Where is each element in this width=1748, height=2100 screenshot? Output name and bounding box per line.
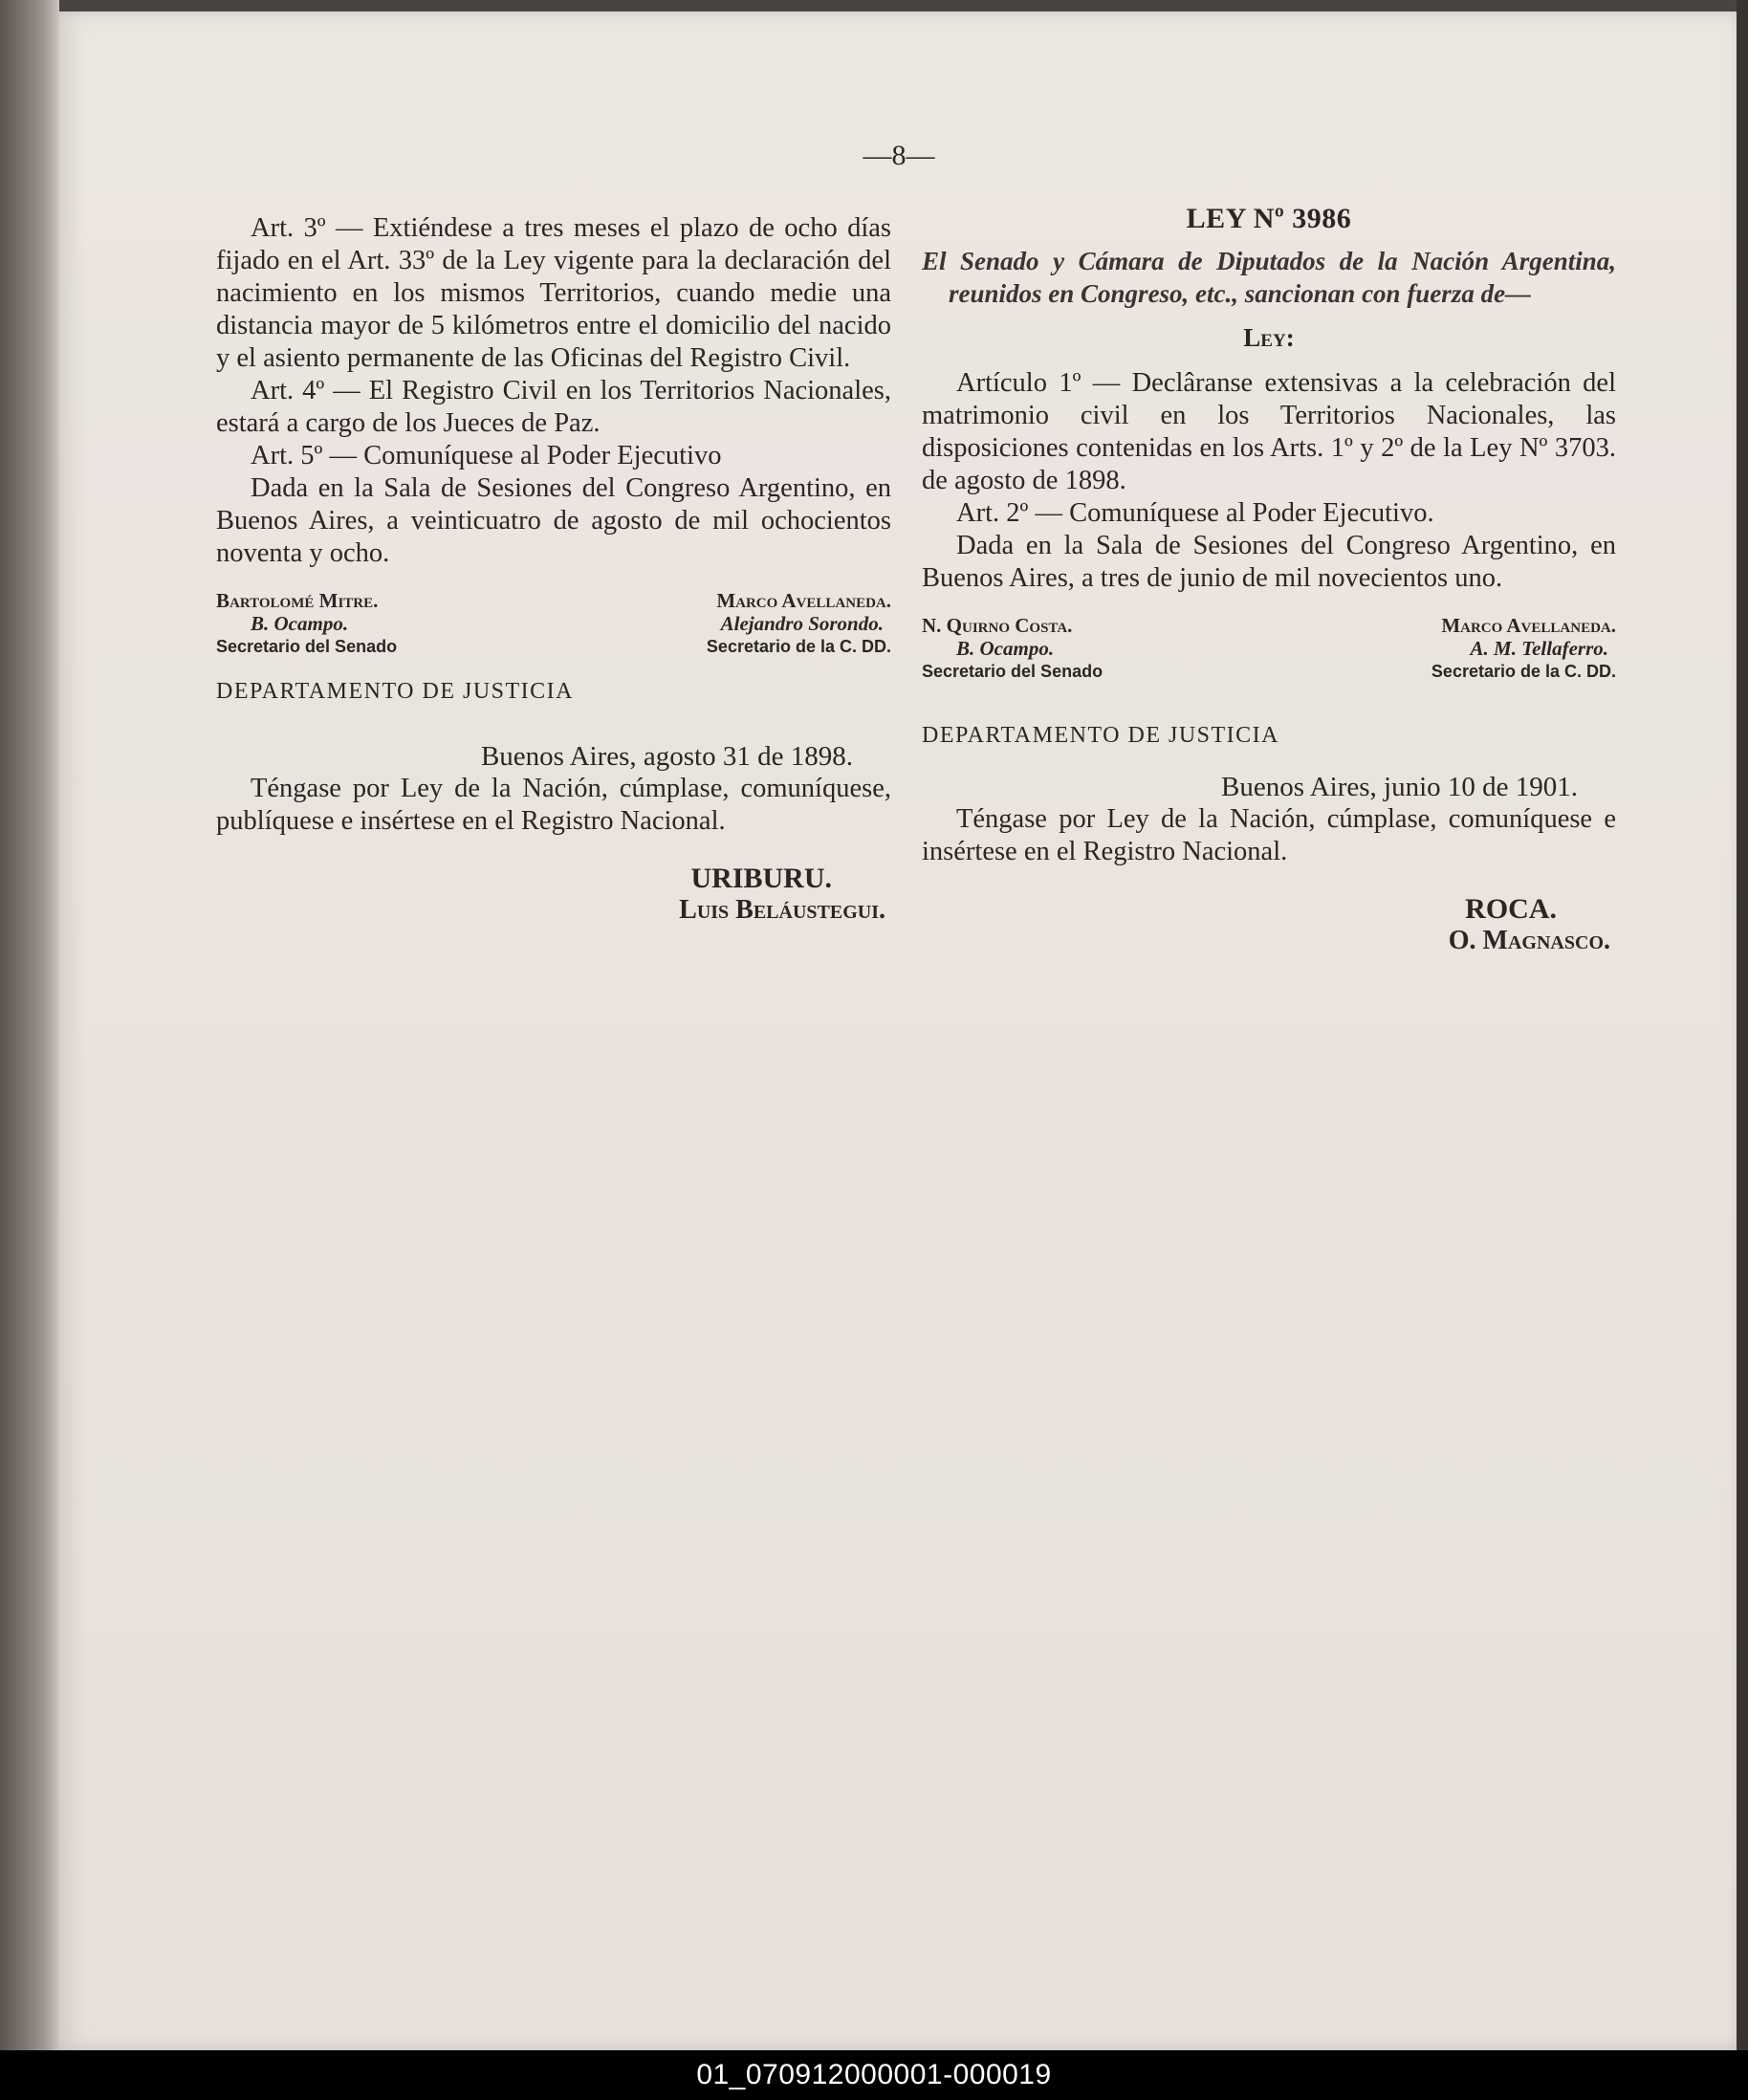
minister-signature: O. Magnasco.	[1448, 926, 1610, 955]
preamble: El Senado y Cámara de Diputados de la Nación Argentina, reunidos en Congreso, etc., sancionan con fuerza de—	[922, 247, 1616, 308]
dateline: Buenos Aires, agosto 31 de 1898.	[480, 741, 853, 772]
signature-name: N. Quirno Costa.	[922, 614, 1073, 637]
signature-title: Secretario de la C. DD.	[706, 637, 891, 656]
promulgation: Téngase por Ley de la Nación, cúmplase, comuníquese e insértese en el Registro Nacional.	[922, 804, 1616, 866]
article-2: Art. 2º — Comuníquese al Poder Ejecutivo.	[956, 498, 1434, 528]
minister-signature: Luis Beláustegui.	[679, 895, 885, 925]
signature-title: Secretario del Senado	[922, 662, 1103, 681]
president-signature: URIBURU.	[690, 863, 832, 894]
signature-chamber	[707, 589, 891, 658]
article-1: Artículo 1º — Declâranse extensivas a la celebración del matrimonio civil en los Territorios Nacionales, las disposiciones contenidas en los Arts. 1º y 2º de la Ley Nº 3703. de agosto de 1898.	[922, 368, 1616, 495]
left-column	[216, 212, 891, 926]
article-5: Art. 5º — Comuníquese al Poder Ejecutivo	[251, 441, 722, 470]
signature-secretary: B. Ocampo.	[251, 612, 349, 635]
page-edge	[1737, 0, 1748, 2050]
signatures	[922, 614, 1616, 683]
signature-chamber	[1431, 614, 1616, 683]
law-title: LEY Nº 3986	[1186, 203, 1352, 234]
closing-signatures	[922, 893, 1616, 956]
page-number: —8—	[863, 140, 935, 171]
signature-senate	[216, 589, 397, 658]
signature-senate	[922, 614, 1103, 683]
signature-name: Bartolomé Mitre.	[216, 589, 379, 612]
president-signature: ROCA.	[1465, 893, 1557, 925]
given-statement: Dada en la Sala de Sesiones del Congreso Argentino, en Buenos Aires, a tres de junio de mil novecientos uno.	[922, 531, 1616, 593]
dateline: Buenos Aires, junio 10 de 1901.	[1221, 772, 1578, 802]
right-column	[922, 203, 1616, 956]
signature-secretary: B. Ocampo.	[956, 637, 1055, 660]
signature-name: Marco Avellaneda.	[1441, 614, 1616, 637]
signature-title: Secretario de la C. DD.	[1431, 662, 1616, 681]
department-heading: DEPARTAMENTO DE JUSTICIA	[922, 723, 1279, 748]
scan-id-bar: 01_070912000001-000019	[0, 2050, 1748, 2100]
article-4: Art. 4º — El Registro Civil en los Territorios Nacionales, estará a cargo de los Jueces de Paz.	[216, 376, 891, 438]
closing-signatures	[216, 863, 891, 926]
signature-secretary: Alejandro Sorondo.	[720, 612, 884, 635]
promulgation: Téngase por Ley de la Nación, cúmplase, comuníquese, publíquese e insértese en el Registro Nacional.	[216, 774, 891, 836]
signature-name: Marco Avellaneda.	[716, 589, 891, 612]
law-label: Ley:	[1243, 323, 1295, 352]
book-binding	[0, 0, 59, 2050]
article-3: Art. 3º — Extiéndese a tres meses el plazo de ocho días fijado en el Art. 33º de la Ley vigente para la declaración del nacimiento en los mismos Territorios, cuando medie una distancia mayor de 5 kilómetros entre el domicilio del nacido y el asiento permanente de las Oficinas del Registro Civil.	[216, 213, 891, 373]
department-heading: DEPARTAMENTO DE JUSTICIA	[216, 679, 574, 704]
signature-title: Secretario del Senado	[216, 637, 398, 656]
signature-secretary: A. M. Tellaferro.	[1470, 637, 1608, 660]
signatures	[216, 589, 891, 658]
given-statement: Dada en la Sala de Sesiones del Congreso Argentino, en Buenos Aires, a veinticuatro de agosto de mil ochocientos noventa y ocho.	[216, 473, 891, 568]
